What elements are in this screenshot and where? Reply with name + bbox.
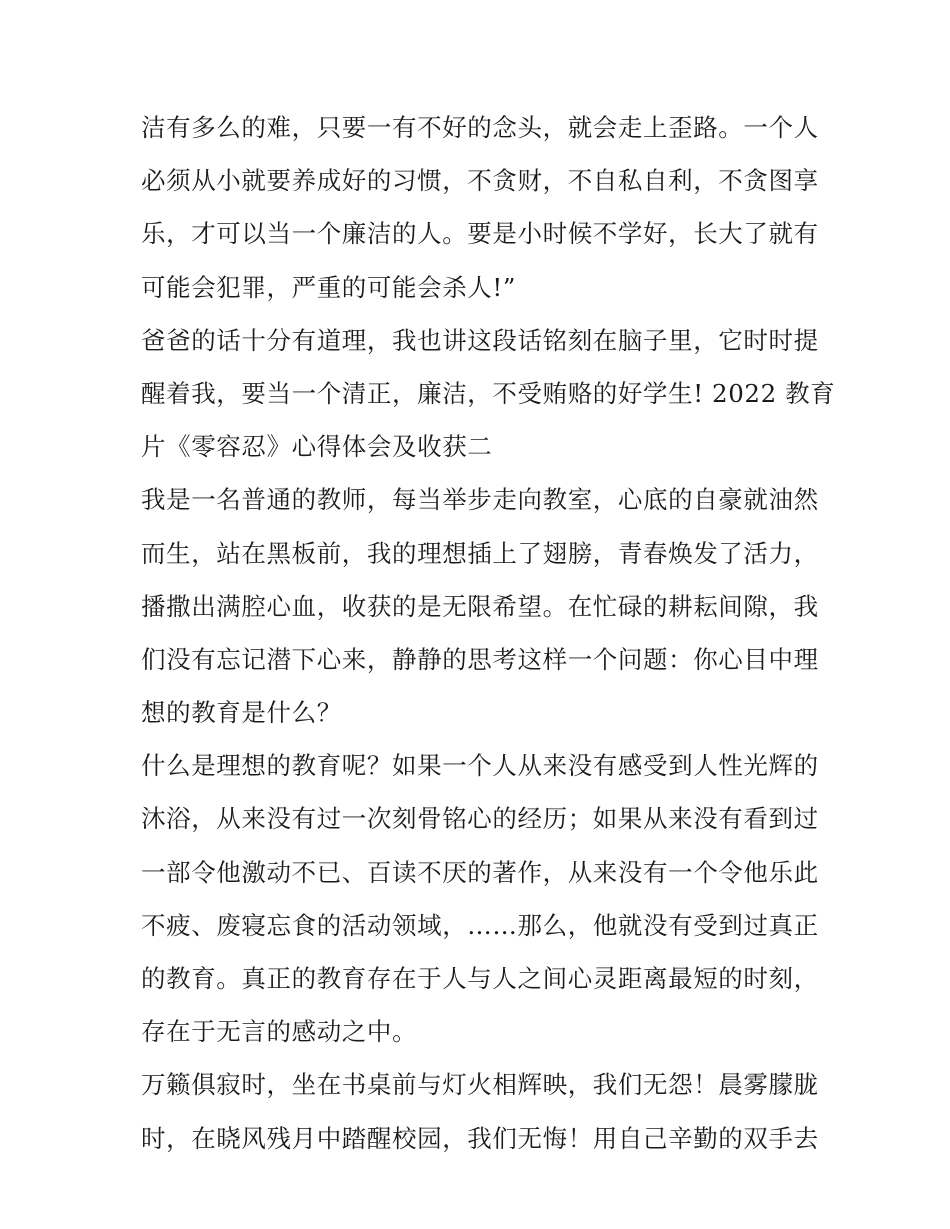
text-line: 的教育。真正的教育存在于人与人之间心灵距离最短的时刻， xyxy=(141,964,819,993)
text-line: 时，在晓风残月中踏醒校园，我们无悔！用自己辛勤的双手去 xyxy=(141,1123,819,1153)
text-line: 想的教育是什么？ xyxy=(141,698,342,728)
text-line: 万籁俱寂时，坐在书桌前与灯火相辉映，我们无怨！晨雾朦胧 xyxy=(141,1070,819,1100)
document-body xyxy=(141,101,836,1165)
text-line: 必须从小就要养成好的习惯，不贪财，不自私自利，不贪图享 xyxy=(141,166,819,196)
text-line: 乐，才可以当一个廉洁的人。要是小时候不学好，长大了就有 xyxy=(141,219,819,249)
text-line: 播撒出满腔心血，收获的是无限希望。在忙碌的耕耘间隙，我 xyxy=(141,591,819,621)
text-line: 什么是理想的教育呢？如果一个人从来没有感受到人性光辉的 xyxy=(141,751,819,781)
text-line: 片《零容忍》心得体会及收获二 xyxy=(141,432,493,462)
text-line: 洁有多么的难，只要一有不好的念头，就会走上歪路。一个人 xyxy=(141,113,819,142)
text-line: 醒着我，要当一个清正，廉洁，不受贿赂的好学生! 2022 教育 xyxy=(141,378,836,408)
text-line: 沐浴，从来没有过一次刻骨铭心的经历；如果从来没有看到过 xyxy=(141,804,819,834)
text-line: 爸爸的话十分有道理，我也讲这段话铭刻在脑子里，它时时提 xyxy=(141,325,819,355)
text-line: 一部令他激动不已、百读不厌的著作，从来没有一个令他乐此 xyxy=(141,857,819,887)
text-line: 而生，站在黑板前，我的理想插上了翅膀，青春焕发了活力， xyxy=(141,538,819,568)
text-line: 我是一名普通的教师，每当举步走向教室，心底的自豪就油然 xyxy=(141,485,819,515)
text-line: 们没有忘记潜下心来，静静的思考这样一个问题：你心目中理 xyxy=(141,644,819,674)
text-line: 可能会犯罪，严重的可能会杀人!” xyxy=(141,272,516,302)
text-line: 不疲、废寝忘食的活动领域，……那么，他就没有受到过真正 xyxy=(141,910,819,940)
text-line: 存在于无言的感动之中。 xyxy=(141,1017,418,1047)
